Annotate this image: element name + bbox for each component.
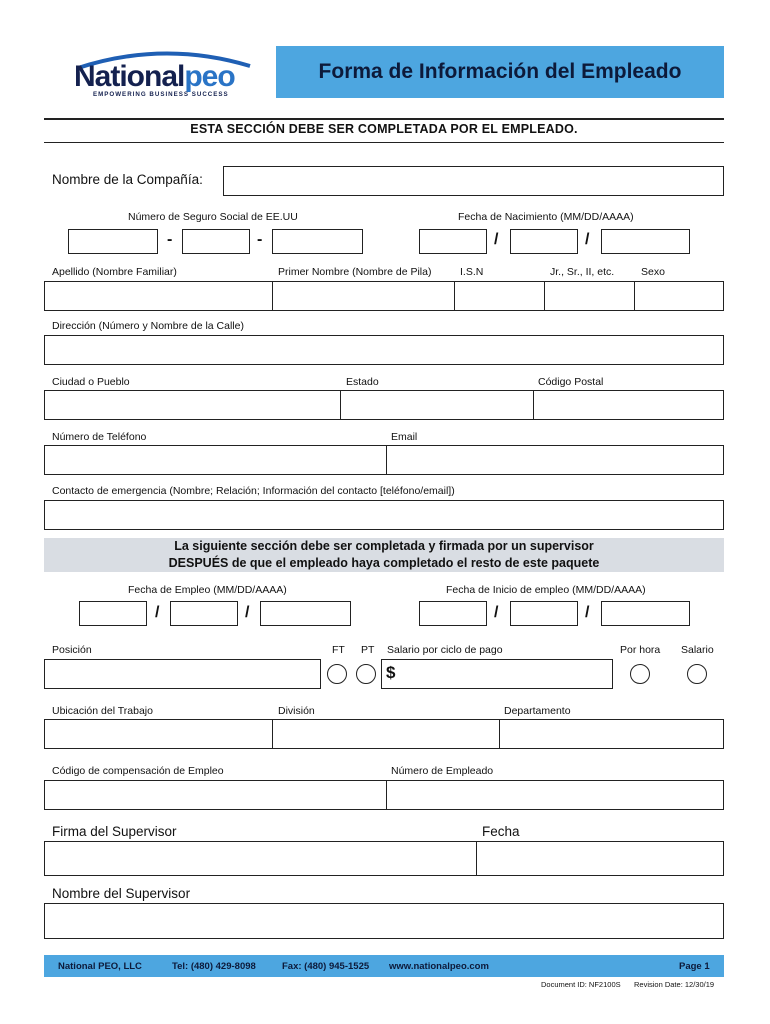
supervisor-heading-line1: La siguiente sección debe ser completada y firmada por un supervisor [174, 539, 594, 553]
zip-field[interactable] [533, 390, 724, 420]
salary-field[interactable] [381, 659, 613, 689]
section-heading-supervisor [44, 538, 724, 572]
zip-label: Código Postal [538, 376, 604, 388]
state-field[interactable] [340, 390, 534, 420]
bottom-rule [44, 142, 724, 143]
start-slash: / [494, 604, 499, 621]
dob-year-field[interactable] [601, 229, 690, 254]
pt-radio[interactable] [356, 664, 376, 684]
ssn-dash: - [257, 231, 263, 248]
title-band [276, 46, 724, 98]
isn-label: I.S.N [460, 266, 484, 278]
lastname-label: Apellido (Nombre Familiar) [52, 266, 177, 278]
email-field[interactable] [386, 445, 724, 475]
supervisor-name-field[interactable] [44, 903, 724, 939]
position-field[interactable] [44, 659, 321, 689]
dob-label: Fecha de Nacimiento (MM/DD/AAAA) [458, 211, 634, 223]
suffix-label: Jr., Sr., II, etc. [550, 266, 615, 278]
supervisor-heading-line2: DESPUÉS de que el empleado haya completado el resto de este paquete [168, 556, 600, 570]
city-label: Ciudad o Pueblo [52, 376, 130, 388]
sex-label: Sexo [641, 266, 665, 278]
address-label: Dirección (Número y Nombre de la Calle) [52, 320, 244, 332]
dob-month-field[interactable] [419, 229, 487, 254]
hourly-radio[interactable] [630, 664, 650, 684]
employee-number-label: Número de Empleado [391, 765, 494, 777]
section-heading-employee: ESTA SECCIÓN DEBE SER COMPLETADA POR EL EMPLEADO. [190, 122, 578, 136]
firstname-field[interactable] [272, 281, 455, 311]
hourly-label: Por hora [620, 644, 661, 656]
supervisor-signature-label: Firma del Supervisor [52, 824, 177, 839]
hire-slash: / [245, 604, 250, 621]
dob-day-field[interactable] [510, 229, 578, 254]
pt-label: PT [361, 644, 375, 656]
hire-day-field[interactable] [170, 601, 238, 626]
currency-symbol: $ [386, 663, 396, 682]
ssn-part1-field[interactable] [68, 229, 158, 254]
footer-tel: Tel: (480) 429-8098 [172, 961, 256, 972]
hire-date-label: Fecha de Empleo (MM/DD/AAAA) [128, 584, 287, 596]
start-year-field[interactable] [601, 601, 690, 626]
address-field[interactable] [44, 335, 724, 365]
location-label: Ubicación del Trabajo [52, 705, 153, 717]
footer-website-link[interactable]: www.nationalpeo.com [389, 961, 489, 972]
ssn-part2-field[interactable] [182, 229, 250, 254]
isn-field[interactable] [454, 281, 545, 311]
logo-tagline: EMPOWERING BUSINESS SUCCESS [93, 91, 229, 98]
signature-date-label: Fecha [482, 824, 520, 839]
phone-label: Número de Teléfono [52, 431, 147, 443]
document-id: Document ID: NF2100S [541, 980, 621, 989]
company-field[interactable] [223, 166, 724, 196]
dob-slash: / [494, 231, 499, 248]
phone-field[interactable] [44, 445, 387, 475]
supervisor-signature-field[interactable] [44, 841, 477, 876]
start-month-field[interactable] [419, 601, 487, 626]
emergency-field[interactable] [44, 500, 724, 530]
footer-company: National PEO, LLC [58, 961, 142, 972]
division-label: División [278, 705, 315, 717]
lastname-field[interactable] [44, 281, 273, 311]
employee-number-field[interactable] [386, 780, 724, 810]
revision-date: Revision Date: 12/30/19 [634, 980, 715, 989]
sex-field[interactable] [634, 281, 724, 311]
position-label: Posición [52, 644, 92, 656]
hire-year-field[interactable] [260, 601, 351, 626]
start-slash: / [585, 604, 590, 621]
salary-label: Salario por ciclo de pago [387, 644, 503, 656]
ssn-label: Número de Seguro Social de EE.UU [128, 211, 298, 223]
footer-band [44, 955, 724, 977]
footer-page: Page 1 [679, 961, 710, 972]
location-field[interactable] [44, 719, 273, 749]
division-field[interactable] [272, 719, 500, 749]
ft-radio[interactable] [327, 664, 347, 684]
dob-slash: / [585, 231, 590, 248]
logo-wordmark: Nationalpeo [74, 60, 235, 93]
hire-month-field[interactable] [79, 601, 147, 626]
start-day-field[interactable] [510, 601, 578, 626]
state-label: Estado [346, 376, 379, 388]
top-rule [44, 118, 724, 120]
city-field[interactable] [44, 390, 341, 420]
salaried-label: Salario [681, 644, 714, 656]
ssn-dash: - [167, 231, 173, 248]
company-label: Nombre de la Compañía: [52, 172, 203, 187]
supervisor-name-label: Nombre del Supervisor [52, 886, 191, 901]
department-field[interactable] [499, 719, 724, 749]
signature-date-field[interactable] [476, 841, 724, 876]
comp-code-field[interactable] [44, 780, 387, 810]
page-title: Forma de Información del Empleado [318, 60, 682, 83]
firstname-label: Primer Nombre (Nombre de Pila) [278, 266, 432, 278]
email-label: Email [391, 431, 418, 443]
footer-fax: Fax: (480) 945-1525 [282, 961, 370, 972]
ssn-part3-field[interactable] [272, 229, 363, 254]
comp-code-label: Código de compensación de Empleo [52, 765, 224, 777]
emergency-label: Contacto de emergencia (Nombre; Relación; Información del contacto [teléfono/email]) [52, 485, 455, 497]
start-date-label: Fecha de Inicio de empleo (MM/DD/AAAA) [446, 584, 646, 596]
department-label: Departamento [504, 705, 571, 717]
salaried-radio[interactable] [687, 664, 707, 684]
hire-slash: / [155, 604, 160, 621]
ft-label: FT [332, 644, 345, 656]
suffix-field[interactable] [544, 281, 635, 311]
